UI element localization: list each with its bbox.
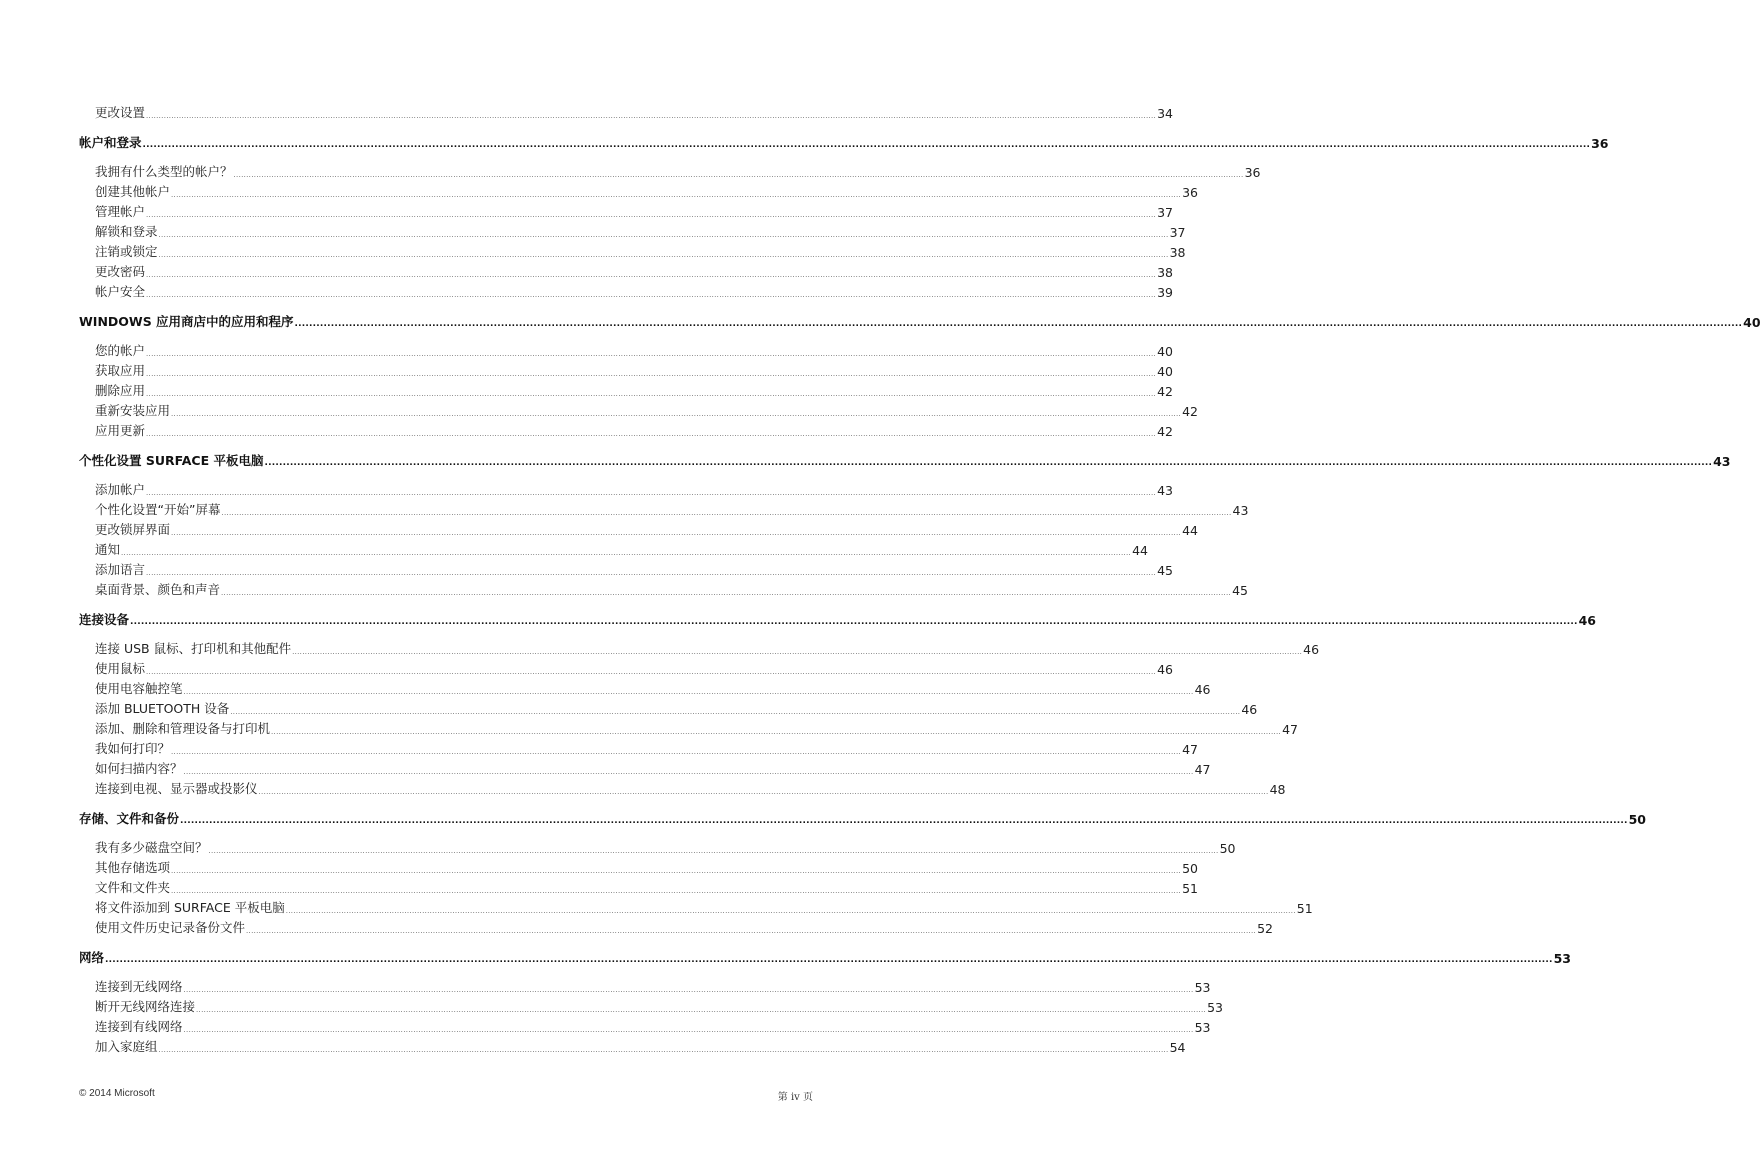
toc-entry-page: 46 [1241, 702, 1258, 717]
toc-entry-page: 47 [1182, 742, 1198, 757]
toc-entry-page: 37 [1157, 205, 1173, 220]
toc-subsection-entry[interactable] [79, 421, 1173, 441]
toc-subsection-entry[interactable] [79, 401, 1198, 421]
toc-entry-page: 43 [1713, 454, 1731, 469]
toc-entry-title: 获取应用 [95, 363, 146, 378]
toc-entry-title: WINDOWS 应用商店中的应用和程序 [79, 314, 294, 329]
dot-leader: ................................................................................................................................................................................................................................................................................................................................................................................................................ [264, 458, 1713, 468]
dot-leader: ................................................................................................................................................................................................................................................................................................................................................................................................................ [221, 589, 1232, 597]
toc-entry-page: 47 [1282, 722, 1298, 737]
toc-subsection-entry[interactable] [79, 361, 1173, 381]
toc-entry-page: 53 [1553, 951, 1571, 966]
dot-leader: ................................................................................................................................................................................................................................................................................................................................................................................................................ [142, 140, 1591, 150]
dot-leader: ................................................................................................................................................................................................................................................................................................................................................................................................................ [221, 509, 1232, 517]
toc-entry-title: 我如何打印？ [95, 741, 171, 756]
toc-entry-page: 38 [1157, 265, 1173, 280]
dot-leader: ................................................................................................................................................................................................................................................................................................................................................................................................................ [208, 847, 1219, 855]
toc-subsection-entry[interactable] [79, 500, 1249, 520]
dot-leader: ................................................................................................................................................................................................................................................................................................................................................................................................................ [258, 788, 1269, 796]
dot-leader: ................................................................................................................................................................................................................................................................................................................................................................................................................ [180, 816, 1628, 826]
dot-leader: ................................................................................................................................................................................................................................................................................................................................................................................................................ [294, 319, 1743, 329]
toc-entry-title: 添加语言 [95, 562, 146, 577]
dot-leader: ................................................................................................................................................................................................................................................................................................................................................................................................................ [271, 728, 1282, 736]
toc-subsection-entry[interactable] [79, 838, 1236, 858]
toc-entry-page: 46 [1194, 682, 1211, 697]
toc-entry-page: 44 [1132, 543, 1148, 558]
toc-entry-title: 使用鼠标 [95, 661, 146, 676]
toc-entry-page: 34 [1157, 106, 1173, 121]
toc-subsection-entry[interactable] [79, 639, 1320, 659]
toc-entry-page: 38 [1169, 245, 1186, 260]
dot-leader: ................................................................................................................................................................................................................................................................................................................................................................................................................ [183, 986, 1194, 994]
toc-entry-title: 文件和文件夹 [95, 880, 171, 895]
dot-leader: ................................................................................................................................................................................................................................................................................................................................................................................................................ [171, 887, 1182, 895]
toc-subsection-entry[interactable] [79, 679, 1211, 699]
dot-leader: ................................................................................................................................................................................................................................................................................................................................................................................................................ [171, 748, 1182, 756]
toc-subsection-entry[interactable] [79, 540, 1148, 560]
toc-entry-page: 51 [1182, 881, 1198, 896]
dot-leader: ................................................................................................................................................................................................................................................................................................................................................................................................................ [130, 617, 1578, 627]
toc-entry-title: 您的帐户 [95, 343, 146, 358]
toc-subsection-entry[interactable] [79, 480, 1173, 500]
toc-entry-title: 应用更新 [95, 423, 146, 438]
toc-entry-title: 更改设置 [95, 105, 146, 120]
toc-subsection-entry[interactable] [79, 739, 1198, 759]
toc-subsection-entry[interactable] [79, 977, 1211, 997]
toc-subsection-entry[interactable] [79, 381, 1173, 401]
toc-subsection-entry[interactable] [79, 858, 1198, 878]
toc-entry-title: 删除应用 [95, 383, 146, 398]
toc-entry-title: 添加、删除和管理设备与打印机 [95, 721, 271, 736]
toc-entry-title: 连接到电视、显示器或投影仪 [95, 781, 258, 796]
toc-subsection-entry[interactable] [79, 560, 1173, 580]
toc-entry-page: 36 [1182, 185, 1198, 200]
toc-entry-title: 更改密码 [95, 264, 146, 279]
page-number: 第 iv 页 [777, 1092, 813, 1103]
dot-leader: ................................................................................................................................................................................................................................................................................................................................................................................................................ [121, 549, 1132, 557]
toc-entry-page: 50 [1628, 812, 1646, 827]
toc-entry-page: 48 [1269, 782, 1286, 797]
toc-subsection-entry[interactable] [79, 779, 1286, 799]
toc-subsection-entry[interactable] [79, 699, 1258, 719]
dot-leader: ................................................................................................................................................................................................................................................................................................................................................................................................................ [146, 350, 1157, 358]
dot-leader: ................................................................................................................................................................................................................................................................................................................................................................................................................ [233, 171, 1244, 179]
dot-leader: ................................................................................................................................................................................................................................................................................................................................................................................................................ [171, 191, 1182, 199]
toc-subsection-entry[interactable] [79, 182, 1198, 202]
toc-entry-title: 加入家庭组 [95, 1039, 158, 1054]
dot-leader: ................................................................................................................................................................................................................................................................................................................................................................................................................ [292, 648, 1303, 656]
toc-subsection-entry[interactable] [79, 262, 1173, 282]
dot-leader: ................................................................................................................................................................................................................................................................................................................................................................................................................ [146, 668, 1157, 676]
toc-entry-title: 个性化设置“开始”屏幕 [95, 502, 221, 517]
dot-leader: ................................................................................................................................................................................................................................................................................................................................................................................................................ [146, 569, 1157, 577]
toc-subsection-entry[interactable] [79, 520, 1198, 540]
toc-subsection-entry[interactable] [79, 1037, 1186, 1057]
dot-leader: ................................................................................................................................................................................................................................................................................................................................................................................................................ [146, 390, 1157, 398]
toc-entry-page: 53 [1207, 1000, 1223, 1015]
toc-entry-title: 添加帐户 [95, 482, 146, 497]
copyright-text: © 2014 Microsoft [79, 1088, 155, 1099]
dot-leader: ................................................................................................................................................................................................................................................................................................................................................................................................................ [285, 907, 1296, 915]
toc-section-entry[interactable] [79, 948, 1571, 967]
page-footer [79, 1088, 813, 1104]
toc-entry-title: 管理帐户 [95, 204, 146, 219]
toc-subsection-entry[interactable] [79, 580, 1248, 600]
toc-subsection-entry[interactable] [79, 898, 1313, 918]
toc-entry-page: 50 [1182, 861, 1198, 876]
toc-entry-title: 帐户安全 [95, 284, 146, 299]
dot-leader: ................................................................................................................................................................................................................................................................................................................................................................................................................ [146, 489, 1157, 497]
toc-entry-title: 网络 [79, 950, 105, 965]
toc-entry-title: 通知 [95, 542, 121, 557]
toc-entry-page: 53 [1194, 980, 1211, 995]
dot-leader: ................................................................................................................................................................................................................................................................................................................................................................................................................ [146, 291, 1157, 299]
toc-entry-page: 45 [1232, 583, 1248, 598]
toc-entry-page: 42 [1182, 404, 1198, 419]
toc-entry-title: 注销或锁定 [95, 244, 158, 259]
toc-entry-title: 重新安装应用 [95, 403, 171, 418]
toc-entry-title: 更改锁屏界面 [95, 522, 171, 537]
toc-entry-page: 46 [1578, 613, 1596, 628]
toc-subsection-entry[interactable] [79, 282, 1173, 302]
dot-leader: ................................................................................................................................................................................................................................................................................................................................................................................................................ [158, 251, 1169, 259]
dot-leader: ................................................................................................................................................................................................................................................................................................................................................................................................................ [183, 1026, 1194, 1034]
toc-entry-page: 36 [1244, 165, 1261, 180]
toc-subsection-entry[interactable] [79, 918, 1273, 938]
toc-section-entry[interactable] [79, 133, 1609, 152]
toc-section-entry[interactable] [79, 610, 1596, 629]
dot-leader: ................................................................................................................................................................................................................................................................................................................................................................................................................ [146, 112, 1157, 120]
dot-leader: ................................................................................................................................................................................................................................................................................................................................................................................................................ [146, 211, 1157, 219]
toc-entry-page: 52 [1257, 921, 1273, 936]
toc-entry-title: 其他存储选项 [95, 860, 171, 875]
dot-leader: ................................................................................................................................................................................................................................................................................................................................................................................................................ [183, 688, 1194, 696]
toc-entry-page: 46 [1303, 642, 1320, 657]
dot-leader: ................................................................................................................................................................................................................................................................................................................................................................................................................ [183, 768, 1194, 776]
toc-entry-page: 36 [1591, 136, 1609, 151]
toc-entry-title: 桌面背景、颜色和声音 [95, 582, 221, 597]
toc-subsection-entry[interactable] [79, 222, 1186, 242]
toc-entry-title: 如何扫描内容？ [95, 761, 183, 776]
toc-entry-page: 42 [1157, 384, 1173, 399]
toc-subsection-entry[interactable] [79, 997, 1223, 1017]
toc-entry-page: 44 [1182, 523, 1198, 538]
toc-subsection-entry[interactable] [79, 242, 1186, 262]
toc-entry-page: 43 [1232, 503, 1249, 518]
toc-entry-title: 个性化设置 SURFACE 平板电脑 [79, 453, 264, 468]
dot-leader: ................................................................................................................................................................................................................................................................................................................................................................................................................ [171, 410, 1182, 418]
toc-subsection-entry[interactable] [79, 103, 1173, 123]
dot-leader: ................................................................................................................................................................................................................................................................................................................................................................................................................ [146, 271, 1157, 279]
toc-entry-page: 50 [1219, 841, 1236, 856]
toc-entry-title: 我有多少磁盘空间？ [95, 840, 208, 855]
dot-leader: ................................................................................................................................................................................................................................................................................................................................................................................................................ [171, 867, 1182, 875]
toc-entry-page: 40 [1157, 344, 1173, 359]
toc-entry-title: 连接 USB 鼠标、打印机和其他配件 [95, 641, 292, 656]
toc-entry-page: 47 [1194, 762, 1211, 777]
toc-entry-title: 使用电容触控笔 [95, 681, 183, 696]
toc-subsection-entry[interactable] [79, 659, 1173, 679]
toc-subsection-entry[interactable] [79, 719, 1298, 739]
toc-section-entry[interactable] [79, 312, 1761, 331]
toc-subsection-entry[interactable] [79, 202, 1173, 222]
toc-entry-title: 添加 BLUETOOTH 设备 [95, 701, 230, 716]
dot-leader: ................................................................................................................................................................................................................................................................................................................................................................................................................ [158, 1046, 1169, 1054]
toc-entry-title: 断开无线网络连接 [95, 999, 196, 1014]
toc-entry-title: 创建其他帐户 [95, 184, 171, 199]
dot-leader: ................................................................................................................................................................................................................................................................................................................................................................................................................ [171, 529, 1182, 537]
toc-entry-page: 39 [1157, 285, 1173, 300]
toc-entry-page: 46 [1157, 662, 1173, 677]
toc-entry-page: 45 [1157, 563, 1173, 578]
table-of-contents [79, 103, 1761, 1057]
toc-entry-page: 42 [1157, 424, 1173, 439]
toc-section-entry[interactable] [79, 451, 1731, 470]
toc-subsection-entry[interactable] [79, 162, 1261, 182]
toc-subsection-entry[interactable] [79, 341, 1173, 361]
toc-entry-title: 帐户和登录 [79, 135, 142, 150]
toc-entry-page: 40 [1743, 315, 1761, 330]
toc-entry-title: 我拥有什么类型的帐户？ [95, 164, 233, 179]
dot-leader: ................................................................................................................................................................................................................................................................................................................................................................................................................ [146, 430, 1157, 438]
dot-leader: ................................................................................................................................................................................................................................................................................................................................................................................................................ [230, 708, 1241, 716]
toc-section-entry[interactable] [79, 809, 1646, 828]
toc-subsection-entry[interactable] [79, 1017, 1211, 1037]
toc-entry-title: 存储、文件和备份 [79, 811, 180, 826]
toc-entry-page: 40 [1157, 364, 1173, 379]
toc-entry-page: 51 [1296, 901, 1313, 916]
toc-entry-title: 连接到无线网络 [95, 979, 183, 994]
toc-entry-title: 将文件添加到 SURFACE 平板电脑 [95, 900, 285, 915]
toc-entry-title: 解锁和登录 [95, 224, 158, 239]
dot-leader: ................................................................................................................................................................................................................................................................................................................................................................................................................ [105, 955, 1553, 965]
dot-leader: ................................................................................................................................................................................................................................................................................................................................................................................................................ [246, 927, 1257, 935]
toc-entry-page: 54 [1169, 1040, 1186, 1055]
dot-leader: ................................................................................................................................................................................................................................................................................................................................................................................................................ [196, 1006, 1207, 1014]
toc-subsection-entry[interactable] [79, 759, 1211, 779]
dot-leader: ................................................................................................................................................................................................................................................................................................................................................................................................................ [146, 370, 1157, 378]
toc-entry-page: 37 [1169, 225, 1186, 240]
toc-subsection-entry[interactable] [79, 878, 1198, 898]
toc-entry-title: 使用文件历史记录备份文件 [95, 920, 246, 935]
toc-entry-title: 连接到有线网络 [95, 1019, 183, 1034]
toc-entry-page: 43 [1157, 483, 1173, 498]
dot-leader: ................................................................................................................................................................................................................................................................................................................................................................................................................ [158, 231, 1169, 239]
toc-entry-page: 53 [1194, 1020, 1211, 1035]
toc-entry-title: 连接设备 [79, 612, 130, 627]
